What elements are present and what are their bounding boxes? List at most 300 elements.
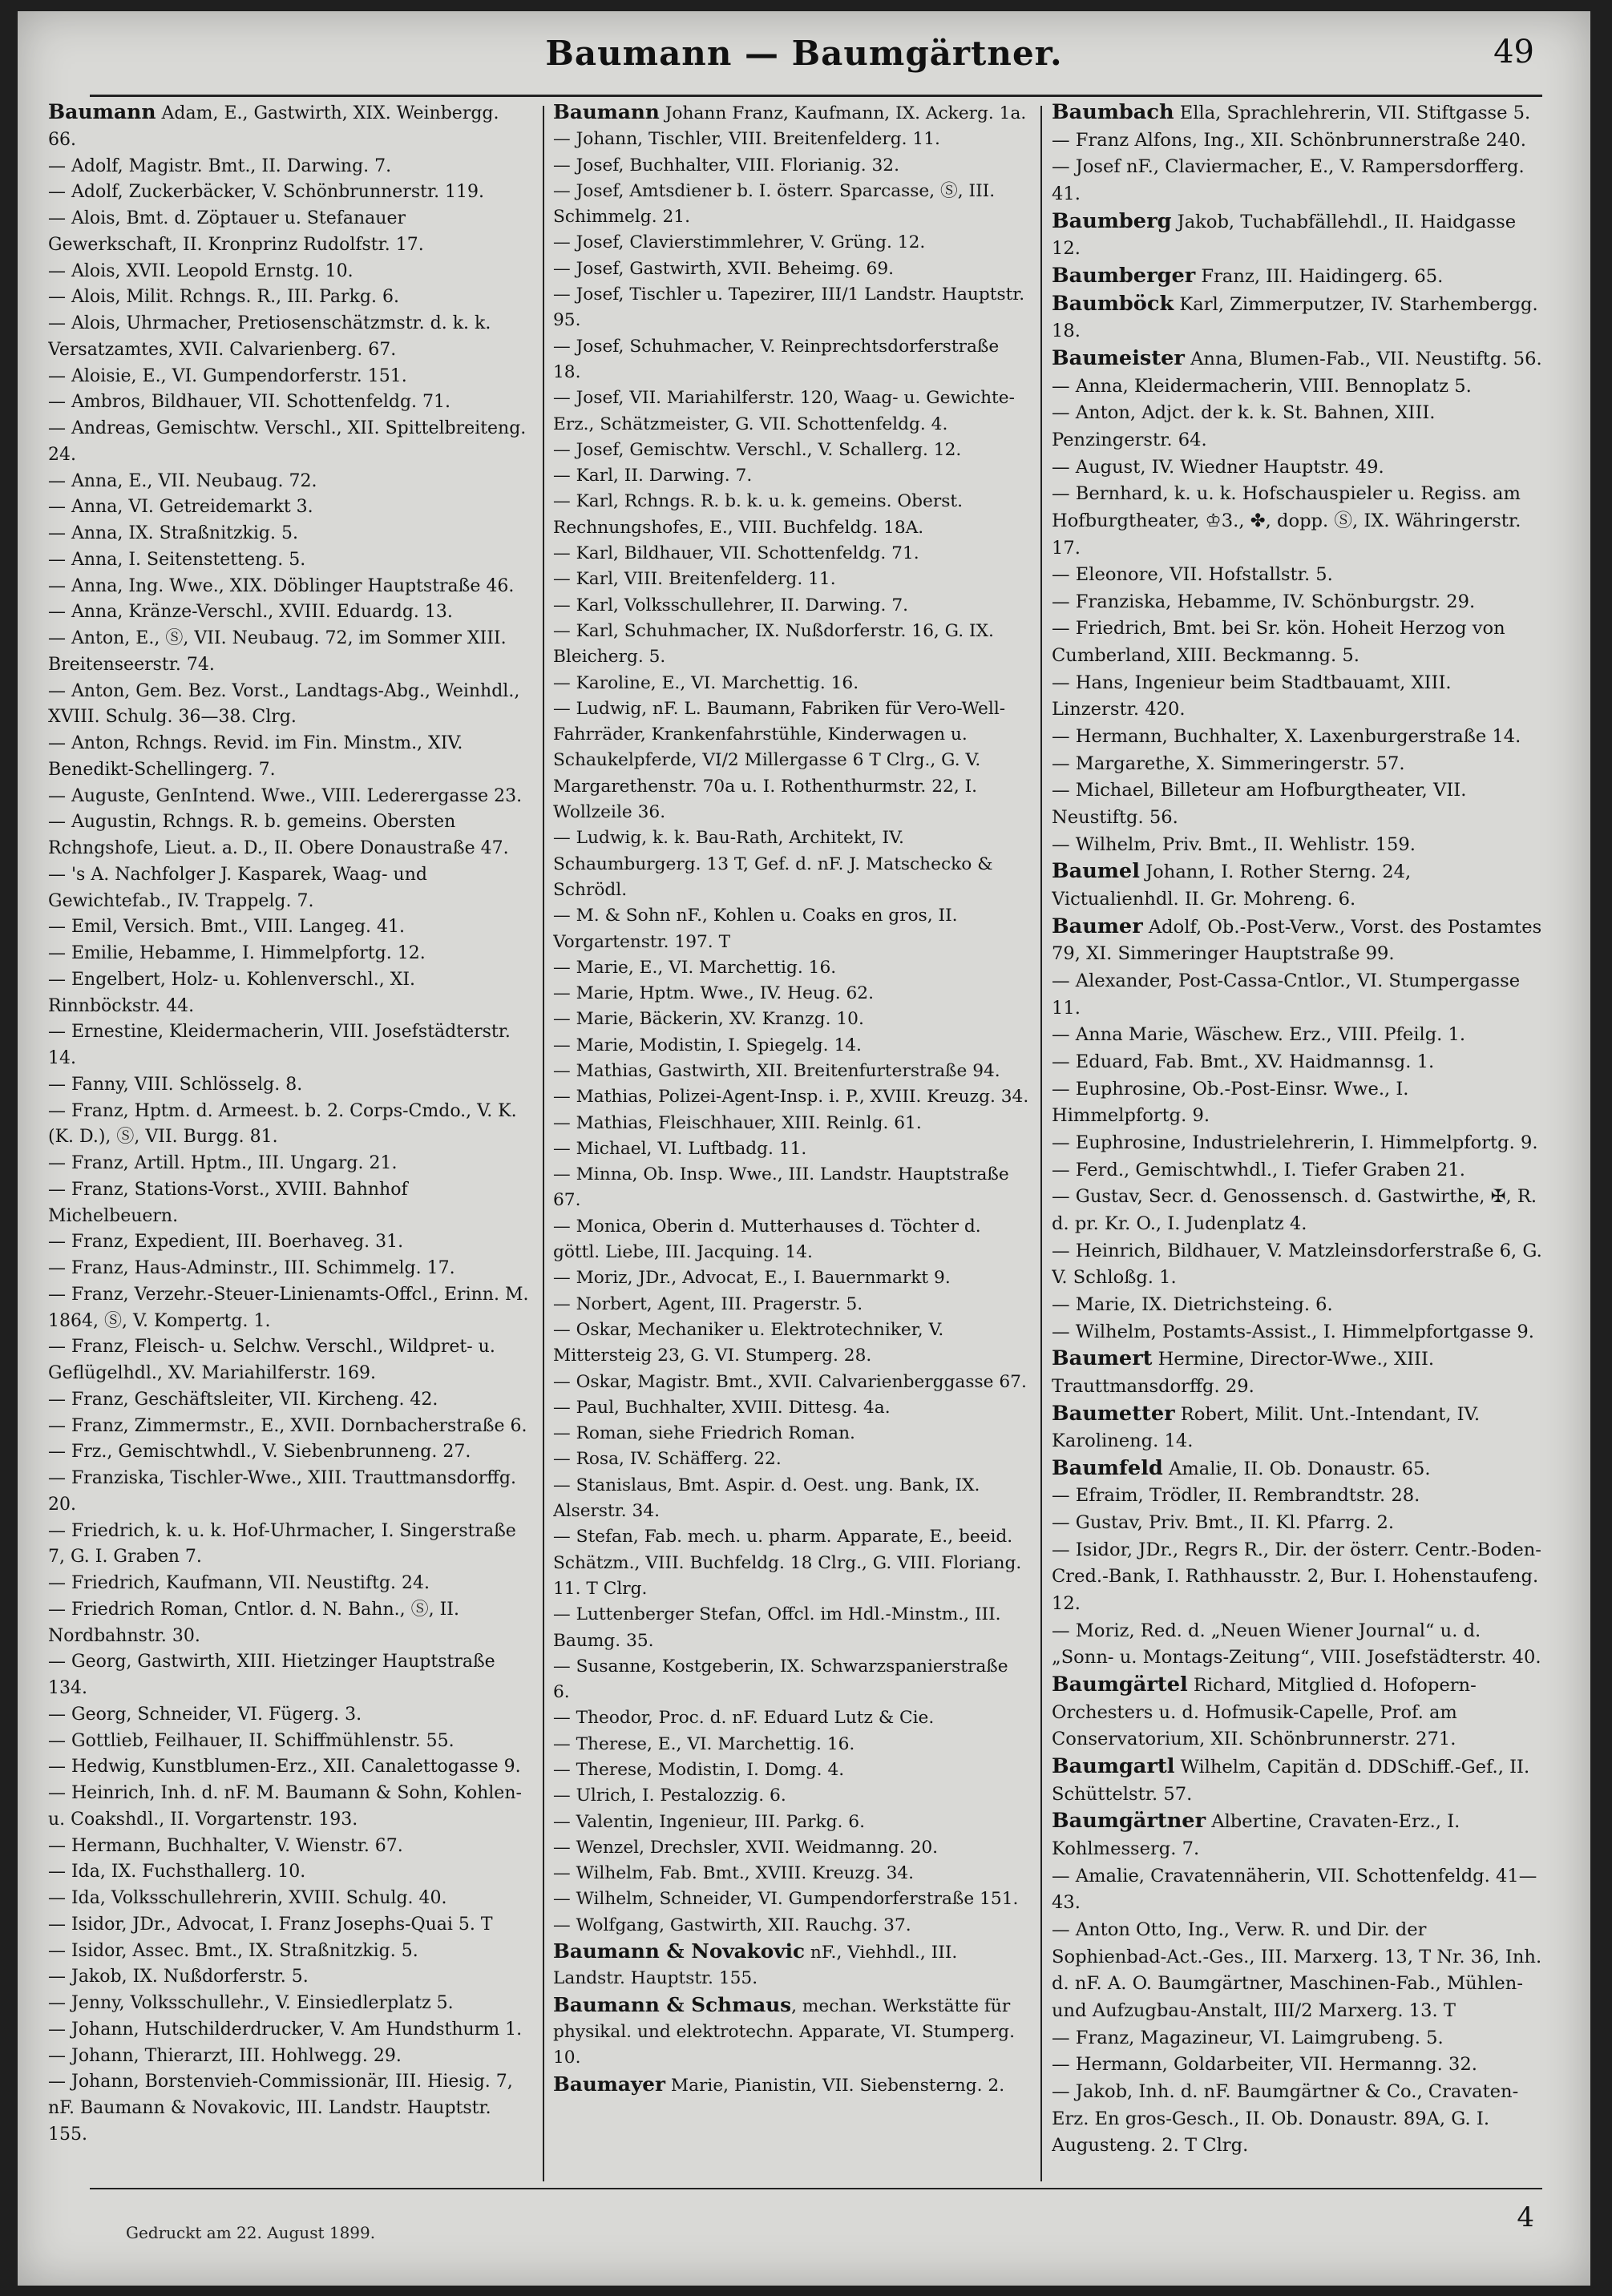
entry-text: — Anton, Adjct. der k. k. St. Bahnen, XIII. Penzingerstr. 64.: [1052, 402, 1436, 450]
directory-entry: [48, 180, 531, 206]
entry-text: — Ferd., Gemischtwhdl., I. Tiefer Graben 21.: [1052, 1159, 1465, 1180]
entry-text: — Mathias, Fleischhauer, XIII. Reinlg. 61.: [553, 1112, 922, 1133]
column-divider: [1040, 106, 1042, 2181]
header-rule: [90, 95, 1542, 97]
entry-surname: Baumberger: [1052, 263, 1196, 288]
directory-entry: [48, 1466, 531, 1519]
entry-text: — Karl, II. Darwing. 7.: [553, 466, 753, 486]
directory-entry: [553, 438, 1030, 463]
entry-text: — Euphrosine, Industrielehrerin, I. Himmelpfortg. 9.: [1052, 1132, 1538, 1153]
entry-text: — Anna, E., VII. Neubaug. 72.: [48, 470, 317, 491]
directory-entry: [48, 1964, 531, 1991]
directory-entry: [553, 99, 1030, 127]
entry-surname: Baumböck: [1052, 291, 1174, 316]
directory-entry: [48, 1414, 531, 1440]
directory-entry: [48, 1387, 531, 1414]
entry-text: — Anna, Ing. Wwe., XIX. Döblinger Hauptstraße 46.: [48, 575, 515, 596]
directory-entry: [1052, 1455, 1542, 1483]
directory-entry: [553, 1473, 1030, 1525]
directory-entry: [48, 862, 531, 915]
directory-entry: [553, 256, 1030, 282]
directory-entry: [48, 809, 531, 862]
entry-text: — August, IV. Wiedner Hauptstr. 49.: [1052, 456, 1384, 478]
directory-entry: [48, 1282, 531, 1335]
entry-text: — Georg, Gastwirth, XIII. Hietzinger Hauptstraße 134.: [48, 1652, 495, 1698]
directory-entry: [553, 1214, 1030, 1266]
directory-entry: [553, 153, 1030, 179]
entry-text: — Ludwig, k. k. Bau-Rath, Architekt, IV. Schaumburgerg. 13 T, Gef. d. nF. J. Matschecko & Schrödl.: [553, 828, 993, 900]
entry-text: — Jakob, IX. Nußdorferstr. 5.: [48, 1967, 309, 1987]
entry-text: — Emilie, Hebamme, I. Himmelpfortg. 12.: [48, 943, 426, 963]
entry-text: — Stefan, Fab. mech. u. pharm. Apparate, E., beeid. Schätzm., VIII. Buchfeldg. 18 Clrg., G. VIII. Floriang. 11. T Clrg.: [553, 1527, 1022, 1599]
directory-entry: [48, 521, 531, 547]
entry-text: — Johann, Thierarzt, III. Hohlwegg. 29.: [48, 2045, 402, 2066]
directory-entry: [553, 825, 1030, 903]
entry-text: — Marie, Bäckerin, XV. Kranzg. 10.: [553, 1009, 864, 1030]
column-left: [48, 99, 531, 2175]
entry-text: — Friedrich, Bmt. bei Sr. kön. Hoheit Herzog von Cumberland, XIII. Beckmanng. 5.: [1052, 618, 1505, 667]
entry-text: — Franz, Haus-Adminstr., III. Schimmelg. 17.: [48, 1258, 455, 1278]
entry-text: — Aloisie, E., VI. Gumpendorferstr. 151.: [48, 365, 407, 386]
directory-entry: [553, 385, 1030, 438]
entry-text: — Franz, Hptm. d. Armeest. b. 2. Corps-Cmdo., V. K. (K. D.), Ⓢ, VII. Burgg. 81.: [48, 1100, 517, 1148]
entry-text: nF., Viehhdl., III. Landstr. Hauptstr. 155.: [553, 1943, 958, 1989]
entry-text: Richard, Mitglied d. Hofopern-Orchesters u. d. Hofmusik-Capelle, Prof. am Conservatorium, XII. Schönbrunnerstr. 271.: [1052, 1675, 1477, 1750]
entry-text: — Theodor, Proc. d. nF. Eduard Lutz & Cie.: [553, 1708, 935, 1729]
directory-entry: [1052, 1292, 1542, 1319]
directory-entry: [553, 619, 1030, 671]
directory-entry: [48, 1334, 531, 1387]
directory-entry: [553, 2072, 1030, 2099]
entry-text: — Wilhelm, Schneider, VI. Gumpendorferstraße 151.: [553, 1889, 1019, 1910]
entry-surname: Baumgartl: [1052, 1754, 1175, 1779]
directory-entry: [48, 389, 531, 416]
directory-entry: [553, 1861, 1030, 1886]
entry-text: — Karl, Schuhmacher, IX. Nußdorferstr. 16, G. IX. Bleicherg. 5.: [553, 620, 994, 668]
directory-entry: [1052, 1863, 1542, 1917]
directory-entry: [48, 679, 531, 732]
entry-text: — Josef, Clavierstimmlehrer, V. Grüng. 12.: [553, 232, 926, 253]
directory-entry: [553, 593, 1030, 619]
entry-text: — Adolf, Magistr. Bmt., II. Darwing. 7.: [48, 155, 392, 176]
directory-entry: [48, 1571, 531, 1597]
entry-text: — Bernhard, k. u. k. Hofschauspieler u. Regiss. am Hofburgtheater, ♔3., ✤, dopp. Ⓢ, IX. Währingerstr. 17.: [1052, 483, 1521, 559]
entry-text: — Franz, Verzehr.-Steuer-Linienamts-Offcl., Erinn. M. 1864, Ⓢ, V. Kompertg. 1.: [48, 1284, 529, 1331]
directory-entry: [1052, 345, 1542, 373]
directory-entry: [1052, 1346, 1542, 1400]
entry-text: Hermine, Director-Wwe., XIII. Trauttmansdorffg. 29.: [1052, 1349, 1435, 1397]
entry-text: — Emil, Versich. Bmt., VIII. Langeg. 41.: [48, 917, 406, 938]
directory-entry: [1052, 208, 1542, 263]
directory-entry: [1052, 751, 1542, 778]
directory-entry: [553, 567, 1030, 592]
entry-text: — Efraim, Trödler, II. Rembrandtstr. 28.: [1052, 1485, 1420, 1507]
directory-entry: [553, 1136, 1030, 1162]
directory-entry: [48, 731, 531, 784]
entry-text: — Marie, IX. Dietrichsteing. 6.: [1052, 1293, 1333, 1315]
entry-text: — Ida, Volksschullehrerin, XVIII. Schulg. 40.: [48, 1888, 447, 1908]
directory-entry: [1052, 968, 1542, 1022]
directory-entry: [553, 696, 1030, 825]
entry-text: — Amalie, Cravatennäherin, VII. Schottenfeldg. 41—43.: [1052, 1865, 1537, 1914]
page-title: Baumann — Baumgärtner.: [545, 34, 1063, 73]
entry-text: — Valentin, Ingenieur, III. Parkg. 6.: [553, 1811, 865, 1832]
entry-text: — Anna, VI. Getreidemarkt 3.: [48, 497, 313, 518]
directory-entry: [48, 1754, 531, 1781]
directory-entry: [553, 230, 1030, 256]
directory-entry: [1052, 127, 1542, 155]
entry-text: — Johann, Tischler, VIII. Breitenfelderg. 11.: [553, 129, 940, 150]
directory-entry: [48, 1099, 531, 1152]
directory-entry: [553, 1317, 1030, 1370]
directory-entry: [1052, 1510, 1542, 1537]
directory-entry: [48, 784, 531, 810]
entry-text: — M. & Sohn nF., Kohlen u. Coaks en gros, II. Vorgartenstr. 197. T: [553, 906, 958, 952]
entry-surname: Baumberg: [1052, 208, 1172, 233]
directory-entry: [48, 1781, 531, 1834]
entry-text: — Anton, E., Ⓢ, VII. Neubaug. 72, im Sommer XIII. Breitenseerstr. 74.: [48, 628, 507, 675]
entry-text: Ella, Sprachlehrerin, VII. Stiftgasse 5.: [1174, 103, 1531, 123]
directory-entry: [1052, 2052, 1542, 2079]
directory-entry: [48, 416, 531, 469]
directory-entry: [48, 1912, 531, 1939]
directory-entry: [553, 1602, 1030, 1654]
entry-text: Johann Franz, Kaufmann, IX. Ackerg. 1a.: [659, 103, 1027, 123]
entry-text: — Rosa, IV. Schäfferg. 22.: [553, 1449, 782, 1470]
entry-text: — Johann, Hutschilderdrucker, V. Am Hundsthurm 1.: [48, 2019, 523, 2040]
entry-text: — Monica, Oberin d. Mutterhauses d. Töchter d. göttl. Liebe, III. Jacquing. 14.: [553, 1216, 981, 1263]
entry-text: — Heinrich, Bildhauer, V. Matzleinsdorferstraße 6, G. V. Schloßg. 1.: [1052, 1240, 1542, 1289]
directory-entry: [48, 941, 531, 967]
entry-text: — Eduard, Fab. Bmt., XV. Haidmannsg. 1.: [1052, 1051, 1435, 1072]
directory-entry: [553, 1939, 1030, 1992]
directory-entry: [553, 1162, 1030, 1214]
entry-text: — Andreas, Gemischtw. Verschl., XII. Spittelbreiteng. 24.: [48, 418, 527, 465]
entry-surname: Baumgärtner: [1052, 1809, 1206, 1834]
directory-entry: [48, 1177, 531, 1230]
directory-entry: [1052, 263, 1542, 291]
entry-text: — Alois, Bmt. d. Zöptauer u. Stefanauer Gewerkschaft, II. Kronprinz Rudolfstr. 17.: [48, 208, 424, 255]
directory-entry: [48, 1991, 531, 2017]
entry-text: — Josef, VII. Mariahilferstr. 120, Waag- u. Gewichte-Erz., Schätzmeister, G. VII. Schottenfeldg. 4.: [553, 388, 1015, 434]
entry-surname: Baumeister: [1052, 345, 1185, 370]
directory-entry: [553, 1370, 1030, 1395]
directory-entry: [553, 1992, 1030, 2072]
entry-surname: Baumert: [1052, 1346, 1153, 1371]
directory-entry: [1052, 373, 1542, 401]
entry-text: — Heinrich, Inh. d. nF. M. Baumann & Sohn, Kohlen- u. Coakshdl., II. Vorgartenstr. 193.: [48, 1783, 522, 1830]
directory-entry: [48, 1229, 531, 1256]
entry-text: — Josef, Gastwirth, XVII. Beheimg. 69.: [553, 258, 895, 279]
entry-text: — Oskar, Magistr. Bmt., XVII. Calvarienberggasse 67.: [553, 1371, 1027, 1392]
entry-text: — Hans, Ingenieur beim Stadtbauamt, XIII. Linzerstr. 420.: [1052, 672, 1452, 720]
directory-entry: [1052, 858, 1542, 913]
entry-text: — Wilhelm, Priv. Bmt., II. Wehlistr. 159.: [1052, 833, 1416, 855]
entry-text: — Anna, Kleidermacherin, VIII. Bennoplatz 5.: [1052, 375, 1472, 397]
entry-text: Robert, Milit. Unt.-Intendant, IV. Karolineng. 14.: [1052, 1403, 1481, 1452]
entry-text: Amalie, II. Ob. Donaustr. 65.: [1162, 1458, 1431, 1479]
column-middle: [553, 99, 1030, 2175]
entry-text: — Josef, Gemischtw. Verschl., V. Schallerg. 12.: [553, 439, 962, 460]
entry-text: — Wilhelm, Fab. Bmt., XVIII. Kreuzg. 34.: [553, 1863, 915, 1884]
entry-text: Franz, III. Haidingerg. 65.: [1195, 265, 1444, 287]
entry-surname: Baumann & Schmaus: [553, 1992, 792, 2016]
directory-entry: [553, 903, 1030, 955]
entry-text: — Isidor, Assec. Bmt., IX. Straßnitzkig. 5.: [48, 1940, 418, 1961]
directory-entry: [1052, 1319, 1542, 1346]
entry-text: Johann, I. Rother Sterng. 24, Victualienhdl. II. Gr. Mohreng. 6.: [1052, 862, 1412, 910]
directory-entry: [48, 2069, 531, 2148]
entry-text: , mechan. Werkstätte für physikal. und elektrotechn. Apparate, VI. Stumperg. 10.: [553, 1995, 1015, 2068]
column-right: [1052, 99, 1542, 2175]
directory-entry: [1052, 1049, 1542, 1076]
entry-text: — Augustin, Rchngs. R. b. gemeins. Obersten Rchngshofe, Lieut. a. D., II. Obere Donaustraße 47.: [48, 812, 509, 858]
directory-entry: [1052, 291, 1542, 345]
entry-text: — Oskar, Mechaniker u. Elektrotechniker, V. Mittersteig 23, G. VI. Stumperg. 28.: [553, 1319, 944, 1366]
directory-entry: [553, 334, 1030, 386]
directory-entry: [1052, 589, 1542, 616]
directory-entry: [553, 1292, 1030, 1317]
directory-entry: [1052, 562, 1542, 589]
directory-entry: [48, 2017, 531, 2044]
entry-text: — Franziska, Tischler-Wwe., XIII. Trauttmansdorffg. 20.: [48, 1468, 517, 1515]
signature-mark: 4: [1517, 2201, 1534, 2233]
directory-entry: [1052, 1130, 1542, 1157]
directory-entry: [553, 1732, 1030, 1757]
directory-entry: [553, 282, 1030, 334]
entry-text: Adam, E., Gastwirth, XIX. Weinbergg. 66.: [48, 103, 499, 150]
directory-entry: [48, 1649, 531, 1702]
directory-entry: [553, 1810, 1030, 1835]
directory-entry: [48, 1256, 531, 1282]
entry-text: Albertine, Cravaten-Erz., I. Kohlmesserg. 7.: [1052, 1811, 1460, 1859]
directory-entry: [1052, 777, 1542, 831]
entry-text: — Stanislaus, Bmt. Aspir. d. Oest. ung. Bank, IX. Alserstr. 34.: [553, 1475, 980, 1522]
directory-entry: [1052, 1537, 1542, 1618]
directory-entry: [48, 206, 531, 259]
entry-text: — Fanny, VIII. Schlösselg. 8.: [48, 1074, 303, 1095]
directory-entry: [553, 1033, 1030, 1059]
entry-text: — Isidor, JDr., Advocat, I. Franz Josephs-Quai 5. T: [48, 1914, 493, 1935]
entry-text: — Josef, Buchhalter, VIII. Florianig. 32.: [553, 155, 900, 176]
directory-entry: [553, 541, 1030, 567]
entry-text: — Marie, Modistin, I. Spiegelg. 14.: [553, 1035, 862, 1055]
directory-entry: [48, 914, 531, 941]
directory-entry: [1052, 400, 1542, 454]
directory-entry: [1052, 615, 1542, 669]
entry-text: Marie, Pianistin, VII. Siebensterng. 2.: [665, 2075, 1005, 2096]
entry-surname: Baumer: [1052, 914, 1143, 938]
entry-text: Anna, Blumen-Fab., VII. Neustiftg. 56.: [1184, 348, 1542, 369]
entry-text: — Friedrich, k. u. k. Hof-Uhrmacher, I. Singerstraße 7, G. I. Graben 7.: [48, 1520, 516, 1568]
entry-text: — Friedrich, Kaufmann, VII. Neustiftg. 24.: [48, 1573, 430, 1593]
directory-entry: [48, 1019, 531, 1072]
entry-surname: Baumbach: [1052, 100, 1174, 124]
entry-text: — Michael, VI. Luftbadg. 11.: [553, 1138, 807, 1159]
directory-entry: [553, 955, 1030, 981]
entry-text: — Frz., Gemischtwhdl., V. Siebenbrunneng. 27.: [48, 1442, 471, 1463]
directory-entry: [1052, 99, 1542, 127]
directory-entry: [1052, 1238, 1542, 1292]
print-date: Gedruckt am 22. August 1899.: [126, 2223, 376, 2242]
entry-text: — Ambros, Bildhauer, VII. Schottenfeldg. 71.: [48, 392, 451, 413]
entry-text: — Franz Alfons, Ing., XII. Schönbrunnerstraße 240.: [1052, 129, 1526, 151]
entry-text: — Marie, E., VI. Marchettig. 16.: [553, 957, 837, 978]
entry-text: — Mathias, Polizei-Agent-Insp. i. P., XVIII. Kreuzg. 34.: [553, 1087, 1029, 1108]
entry-text: — Anton Otto, Ing., Verw. R. und Dir. der Sophienbad-Act.-Ges., III. Marxerg. 13, T Nr. 36, Inh. d. nF. A. O. Baumgärtner, Maschinen-Fab., Mühlen- und Aufzugbau-Anstalt, III/2 Marxerg. 13. T: [1052, 1919, 1542, 2021]
entry-text: — Friedrich Roman, Cntlor. d. N. Bahn., Ⓢ, II. Nordbahnstr. 30.: [48, 1599, 459, 1646]
entry-text: — Franz, Expedient, III. Boerhaveg. 31.: [48, 1232, 404, 1253]
directory-entry: [1052, 670, 1542, 724]
directory-entry: [48, 469, 531, 495]
page-number: 49: [1493, 34, 1534, 71]
entry-text: — Franz, Artill. Hptm., III. Ungarg. 21.: [48, 1153, 398, 1173]
directory-entry: [48, 1939, 531, 1965]
entry-surname: Baumann: [553, 100, 660, 123]
directory-entry: [1052, 454, 1542, 482]
entry-text: — Anna Marie, Wäschew. Erz., VIII. Pfeilg. 1.: [1052, 1024, 1466, 1046]
directory-entry: [1052, 1483, 1542, 1510]
directory-entry: [48, 1072, 531, 1099]
entry-text: Karl, Zimmerputzer, IV. Starhembergg. 18.: [1052, 293, 1538, 342]
entry-text: — Moriz, Red. d. „Neuen Wiener Journal“ u. d. „Sonn- u. Montags-Zeitung“, VIII. Josefstädterstr. 40.: [1052, 1620, 1541, 1669]
directory-entry: [1052, 2079, 1542, 2160]
entry-text: — Georg, Schneider, VI. Fügerg. 3.: [48, 1704, 362, 1725]
entry-text: — Hedwig, Kunstblumen-Erz., XII. Canalettogasse 9.: [48, 1757, 521, 1777]
directory-entry: [48, 1729, 531, 1755]
entry-text: — Wenzel, Drechsler, XVII. Weidmanng. 20.: [553, 1837, 939, 1858]
directory-entry: [1052, 1401, 1542, 1455]
entry-text: — Anton, Rchngs. Revid. im Fin. Minstm., XIV. Benedikt-Schellingerg. 7.: [48, 733, 463, 780]
entry-text: — Eleonore, VII. Hofstallstr. 5.: [1052, 564, 1333, 586]
entry-text: — Franziska, Hebamme, IV. Schönburgstr. 29.: [1052, 591, 1476, 612]
directory-entry: [48, 494, 531, 521]
entry-text: — Moriz, JDr., Advocat, E., I. Bauernmarkt 9.: [553, 1268, 951, 1289]
entry-text: — Karl, Rchngs. R. b. k. u. k. gemeins. Oberst. Rechnungshofes, E., VIII. Buchfeldg. 18A.: [553, 491, 963, 538]
directory-entry: [1052, 481, 1542, 562]
entry-text: — Franz, Zimmermstr., E., XVII. Dornbacherstraße 6.: [48, 1415, 527, 1436]
entry-text: — Susanne, Kostgeberin, IX. Schwarzspanierstraße 6.: [553, 1656, 1008, 1703]
entry-text: Jakob, Tuchabfällehdl., II. Haidgasse 12.: [1052, 211, 1517, 260]
entry-text: — Josef, Schuhmacher, V. Reinprechtsdorferstraße 18.: [553, 336, 1000, 382]
directory-entry: [48, 1702, 531, 1729]
entry-text: — Anton, Gem. Bez. Vorst., Landtags-Abg., Weinhdl., XVIII. Schulg. 36—38. Clrg.: [48, 680, 520, 728]
entry-text: — Isidor, JDr., Regrs R., Dir. der österr. Centr.-Boden-Cred.-Bank, I. Rathhausstr. 2, Bur. I. Hohenstaufeng. 12.: [1052, 1539, 1541, 1615]
directory-entry: [48, 99, 531, 154]
directory-entry: [553, 1447, 1030, 1472]
entry-surname: Baumann & Novakovic: [553, 1939, 806, 1963]
entry-text: — Wolfgang, Gastwirth, XII. Rauchg. 37.: [553, 1915, 911, 1935]
directory-entry: [553, 1886, 1030, 1912]
directory-entry: [553, 981, 1030, 1007]
entry-text: — Alois, Milit. Rchngs. R., III. Parkg. 6.: [48, 287, 399, 308]
entry-text: — Karl, VIII. Breitenfelderg. 11.: [553, 569, 836, 590]
entry-text: — Karl, Volksschullehrer, II. Darwing. 7.: [553, 595, 909, 615]
entry-text: — Franz, Geschäftsleiter, VII. Kircheng. 42.: [48, 1389, 438, 1410]
entry-text: — Engelbert, Holz- u. Kohlenverschl., XI. Rinnböckstr. 44.: [48, 969, 416, 1016]
directory-entry: [553, 1524, 1030, 1602]
directory-entry: [48, 1859, 531, 1886]
directory-entry: [553, 1654, 1030, 1706]
directory-entry: [553, 179, 1030, 231]
directory-entry: [1052, 154, 1542, 208]
entry-surname: Baumann: [48, 100, 156, 123]
entry-text: — Anna, Kränze-Verschl., XVIII. Eduardg. 13.: [48, 602, 453, 623]
entry-text: — Anna, I. Seitenstetteng. 5.: [48, 549, 306, 570]
entry-text: Wilhelm, Capitän d. DDSchiff.-Gef., II. Schüttelstr. 57.: [1052, 1757, 1530, 1805]
directory-entry: [48, 364, 531, 390]
directory-entry: [1052, 1076, 1542, 1130]
directory-entry: [48, 259, 531, 285]
entry-text: — Mathias, Gastwirth, XII. Breitenfurterstraße 94.: [553, 1060, 1000, 1081]
directory-entry: [553, 1059, 1030, 1084]
entry-text: — Jakob, Inh. d. nF. Baumgärtner & Co., Cravaten-Erz. En gros-Gesch., II. Ob. Donaustr. 89A, G. I. Augusteng. 2. T Clrg.: [1052, 2080, 1519, 2157]
footer-rule: [90, 2188, 1542, 2189]
entry-text: — Ludwig, nF. L. Baumann, Fabriken für Vero-Well-Fahrräder, Krankenfahrstühle, Kinderwagen u. Schaukelpferde, VI/2 Millergasse 6 T Clrg., G. V. Margarethenstr. 70a u. I. Rothenthurmstr. 22, I. Wollzeile 36.: [553, 698, 1006, 823]
directory-entry: [1052, 724, 1542, 751]
entry-text: — Franz, Fleisch- u. Selchw. Verschl., Wildpret- u. Geflügelhdl., XV. Mariahilferstr. 169.: [48, 1337, 495, 1383]
directory-entry: [553, 1421, 1030, 1447]
directory-entry: [553, 1835, 1030, 1861]
entry-text: — Therese, E., VI. Marchettig. 16.: [553, 1733, 855, 1754]
entry-surname: Baumetter: [1052, 1401, 1175, 1426]
directory-entry: [48, 626, 531, 679]
directory-entry: [1052, 1808, 1542, 1862]
entry-text: — Gustav, Secr. d. Genossensch. d. Gastwirthe, ✠, R. d. pr. Kr. O., I. Judenplatz 4.: [1052, 1186, 1537, 1234]
directory-entry: [48, 1886, 531, 1912]
directory-entry: [1052, 832, 1542, 859]
entry-text: — Wilhelm, Postamts-Assist., I. Himmelpfortgasse 9.: [1052, 1321, 1534, 1342]
entry-text: — Roman, siehe Friedrich Roman.: [553, 1423, 855, 1444]
directory-entry: [1052, 1917, 1542, 2025]
directory-entry: [1052, 1184, 1542, 1237]
directory-entry: [48, 2044, 531, 2070]
entry-surname: Baumel: [1052, 859, 1140, 884]
entry-text: — Hermann, Goldarbeiter, VII. Hermanng. 32.: [1052, 2054, 1477, 2076]
directory-entry: [48, 1439, 531, 1466]
entry-text: — Minna, Ob. Insp. Wwe., III. Landstr. Hauptstraße 67.: [553, 1164, 1009, 1211]
entry-text: — Alois, Uhrmacher, Pretiosenschätzmstr. d. k. k. Versatzamtes, XVII. Calvarienberg. 67.: [48, 313, 491, 360]
entry-text: — Josef, Amtsdiener b. I. österr. Sparcasse, Ⓢ, III. Schimmelg. 21.: [553, 180, 996, 228]
directory-entry: [48, 1597, 531, 1650]
entry-text: — Jenny, Volksschullehr., V. Einsiedlerplatz 5.: [48, 1993, 454, 2013]
entry-surname: Baumayer: [553, 2072, 665, 2096]
entry-text: — Hermann, Buchhalter, X. Laxenburgerstraße 14.: [1052, 726, 1521, 748]
directory-entry: [48, 311, 531, 364]
directory-entry: [1052, 1753, 1542, 1808]
entry-text: — Paul, Buchhalter, XVIII. Dittesg. 4a.: [553, 1397, 891, 1418]
directory-entry: [48, 154, 531, 180]
directory-entry: [1052, 1157, 1542, 1184]
directory-page: [18, 11, 1590, 2286]
entry-text: — Alois, XVII. Leopold Ernstg. 10.: [48, 260, 354, 281]
directory-entry: [553, 489, 1030, 541]
entry-text: — Anna, IX. Straßnitzkig. 5.: [48, 523, 298, 543]
entry-text: — Ernestine, Kleidermacherin, VIII. Josefstädterstr. 14.: [48, 1022, 511, 1068]
entry-surname: Baumfeld: [1052, 1455, 1163, 1480]
directory-entry: [553, 1395, 1030, 1421]
entry-text: — Luttenberger Stefan, Offcl. im Hdl.-Minstm., III. Baumg. 35.: [553, 1604, 1001, 1651]
directory-entry: [1052, 1618, 1542, 1672]
directory-entry: [48, 547, 531, 574]
entry-text: — Margarethe, X. Simmeringerstr. 57.: [1052, 753, 1405, 774]
entry-text: — Franz, Stations-Vorst., XVIII. Bahnhof Michelbeuern.: [48, 1179, 408, 1226]
column-divider: [543, 106, 544, 2181]
entry-text: — Adolf, Zuckerbäcker, V. Schönbrunnerstr. 119.: [48, 182, 485, 203]
entry-text: — Ida, IX. Fuchsthallerg. 10.: [48, 1862, 306, 1882]
directory-entry: [553, 1913, 1030, 1939]
directory-entry: [48, 1519, 531, 1572]
